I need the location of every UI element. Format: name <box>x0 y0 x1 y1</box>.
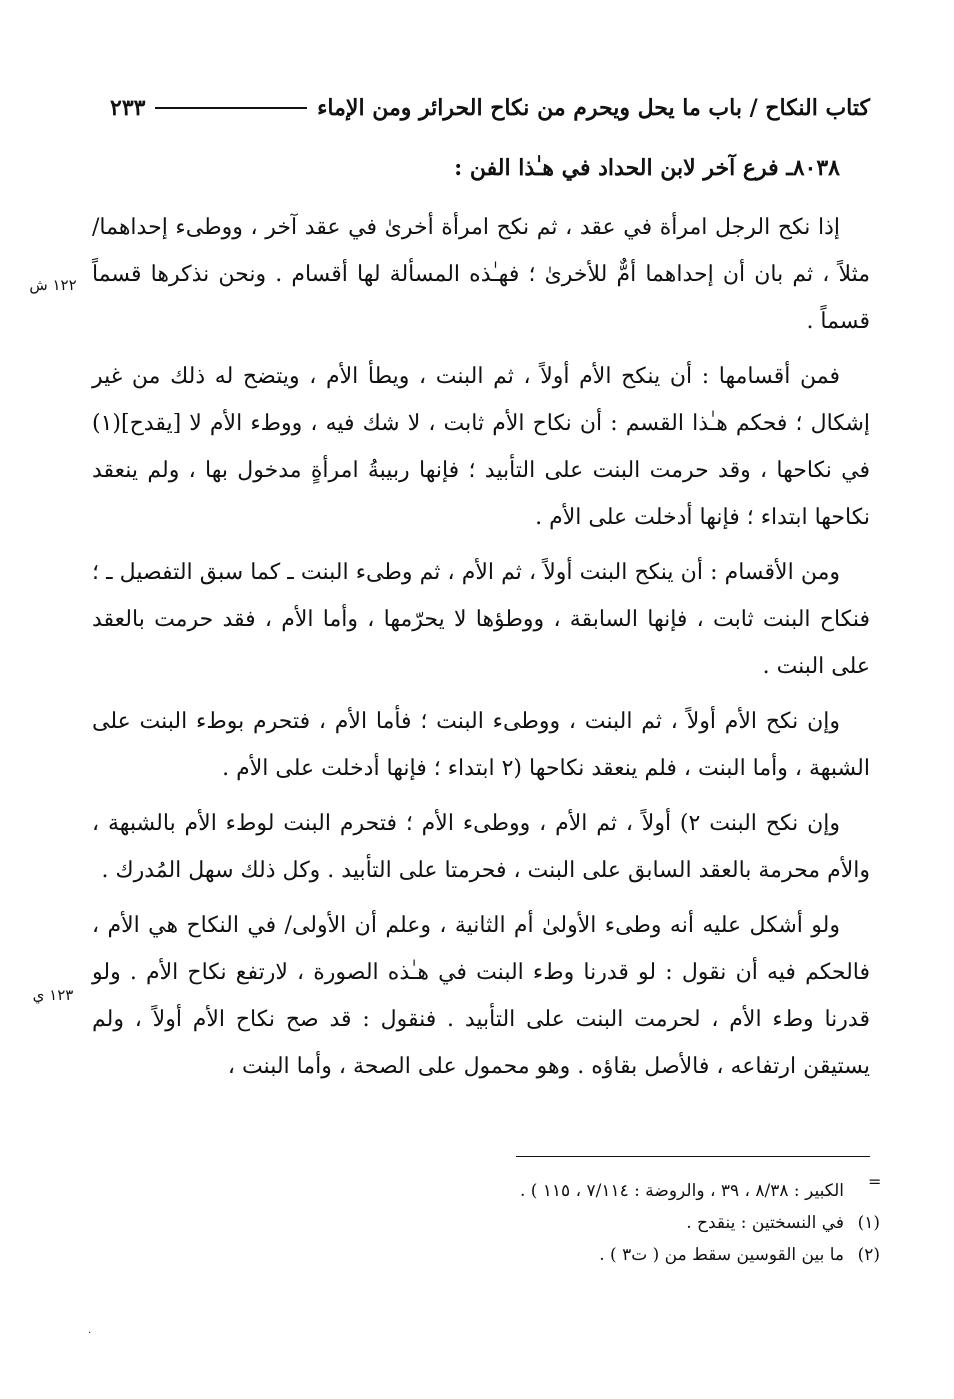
footnote-mark: (١) <box>857 1213 880 1233</box>
main-text <box>92 145 870 1098</box>
footnote-mark: (٢) <box>857 1245 880 1265</box>
paragraph-4: وإن نكح الأم أولاً ، ثم البنت ، ووطىء البنت ؛ فأما الأم ، فتحرم بوطء البنت على الشبهة ، وأما البنت ، فلم ينعقد نكاحها (٢ ابتداء ؛ فإنها أدخلت على الأم . <box>92 709 870 781</box>
paragraph-3: ومن الأقسام : أن ينكح البنت أولاً ، ثم الأم ، ثم وطىء البنت ـ كما سبق التفصيل ـ ؛ فنكاح البنت ثابت ، فإنها السابقة ، ووطؤها لا يحرّمها ، وأما الأم ، فقد حرمت بالعقد على البنت . <box>92 560 870 679</box>
paragraph-2: فمن أقسامها : أن ينكح الأم أولاً ، ثم البنت ، ويطأ الأم ، ويتضح له ذلك من غير إشكال ؛ فحكم هـٰذا القسم : أن نكاح الأم ثابت ، لا شك فيه ، ووطء الأم لا [يقدح](١) في نكاحها ، وقد حرمت البنت على التأبيد ؛ فإنها ربيبةُ امرأةٍ مدخول بها ، ولم ينعقد نكاحها ابتداء ؛ فإنها أدخلت على الأم . <box>92 364 870 530</box>
paragraph-6: ولو أشكل عليه أنه وطىء الأولىٰ أم الثانية ، وعلم أن الأولى/ في النكاح هي الأم ، فالحكم فيه أن نقول : لو قدرنا وطء البنت في هـٰذه الصورة ، لارتفع نكاح الأم . ولو قدرنا وطء الأم ، لحرمت البنت على التأبيد . فنقول : قد صح نكاح الأم أولاً ، ولم يستيقن ارتفاعه ، فالأصل بقاؤه . وهو محمول على الصحة ، وأما البنت ، <box>92 913 870 1079</box>
footnote-rule <box>516 1156 870 1157</box>
stray-dot: · <box>88 1328 92 1339</box>
footnote-continuation-mark: = <box>868 1172 882 1191</box>
footnote-continuation-text: الكبير : ٨/٣٨ ، ٣٩ ، والروضة : ٧/١١٤ ، ١١٥ ) . <box>519 1181 844 1201</box>
running-header <box>110 88 870 128</box>
margin-note-2: ١٢٣ ي <box>32 986 74 1004</box>
footnote-text: ما بين القوسين سقط من ( ت٣ ) . <box>599 1245 844 1265</box>
header-title: كتاب النكاح / باب ما يحل ويحرم من نكاح الحرائر ومن الإماء <box>317 95 870 121</box>
paragraph-5: وإن نكح البنت ٢) أولاً ، ثم الأم ، ووطىء الأم ؛ فتحرم البنت لوطء الأم بالشبهة ، والأم محرمة بالعقد السابق على البنت ، فحرمتا على التأبيد . وكل ذلك سهل المُدرك . <box>92 811 870 883</box>
footnote-text: في النسختين : ينقدح . <box>686 1213 844 1233</box>
footnote-1 <box>300 1207 880 1239</box>
footnote-continuation <box>300 1175 880 1207</box>
page-number: ٢٣٣ <box>110 95 146 121</box>
footnote-2 <box>300 1239 880 1271</box>
paragraph-1: إذا نكح الرجل امرأة في عقد ، ثم نكح امرأة أخرىٰ في عقد آخر ، ووطىء إحداهما/ مثلاً ، ثم بان أن إحداهما أمٌّ للأخرىٰ ؛ فهـٰذه المسألة لها أقسام . ونحن نذكرها قسماً قسماً . <box>92 215 870 334</box>
header-rule <box>155 107 307 109</box>
footnotes <box>300 1175 880 1271</box>
section-heading: ٨٠٣٨ـ فرع آخر لابن الحداد في هـٰذا الفن : <box>454 155 840 181</box>
margin-note-1: ١٢٢ ش <box>29 276 77 294</box>
